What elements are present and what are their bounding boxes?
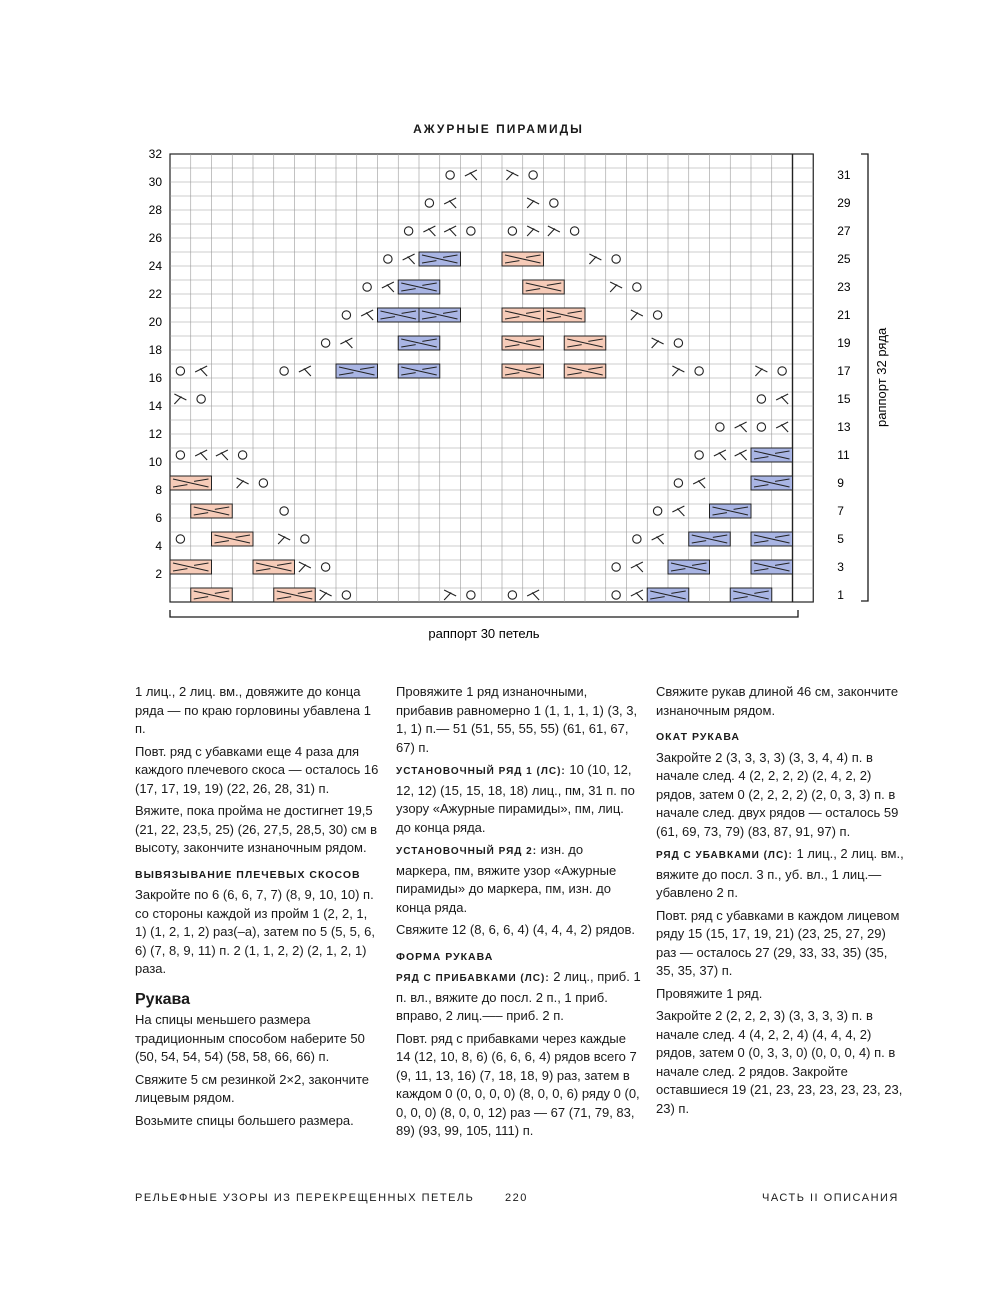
row-number-even: 18	[148, 343, 162, 357]
cable-cross-symbol	[730, 588, 772, 602]
paragraph	[396, 761, 641, 837]
cable-cross-symbol	[502, 364, 544, 378]
row-text: 10 (10, 12, 12, 12) (15, 15, 18, 18) лиц., пм, 31 п. по узору «Ажурные пирамиды», пм, лиц. до конца ряда.	[396, 762, 635, 835]
cable-cross-symbol	[398, 364, 440, 378]
row-label: УСТАНОВОЧНЫЙ РЯД 1 (ЛС):	[396, 766, 566, 777]
cable-cross-symbol	[523, 280, 565, 294]
paragraph: Закройте 2 (3, 3, 3, 3) (3, 3, 4, 4) п. в начале след. 4 (2, 2, 2, 2) (2, 4, 2, 2) рядов, затем 0 (2, 2, 2, 2) (2, 0, 3, 3) п. в начале след. двух рядов — осталось 59 (61, 69, 73, 79) (83, 87, 91, 97) п.	[656, 749, 899, 839]
paragraph: Закройте по 6 (6, 6, 7, 7) (8, 9, 10, 10) п. со стороны каждой из пройм 1 (2, 2, 1, 1) (1, 2, 1, 2) раз(–а), затем по 5 (5, 5, 6, 6) (7, 8, 9, 11) п. 2 (1, 1, 2, 2) (2, 1, 2, 1) раза.	[135, 887, 375, 976]
paragraph: Провяжите 1 ряд изнаночными, прибавив равномерно 1 (1, 1, 1, 1) (3, 3, 1, 1) п.— 51 (51, 55, 55, 55) (61, 61, 67, 67) п.	[396, 684, 638, 755]
cable-cross-symbol	[398, 336, 440, 350]
cable-cross-symbol	[689, 532, 731, 546]
stitch-repeat-bracket	[170, 610, 798, 617]
cable-cross-symbol	[710, 504, 752, 518]
row-repeat-bracket	[861, 154, 868, 601]
paragraph	[396, 968, 641, 1026]
paragraph: Повт. ряд с прибавками через каждые 14 (12, 10, 8, 6) (6, 6, 6, 4) рядов всего 7 (9, 11, 13, 16) (7, 18, 18, 9) раз, затем в каждом 0 (0, 0, 0, 0) (8, 0, 0, 6) ряду 0 (0, 0, 0, 0) (8, 0, 0, 12) раз — 67 (71, 79, 83, 89) (93, 99, 105, 111) п.	[396, 1030, 640, 1138]
row-number-even: 2	[155, 567, 162, 581]
paragraph: Закройте 2 (2, 2, 2, 3) (3, 3, 3, 3) п. в начале след. 4 (4, 2, 2, 4) (4, 4, 4, 2) рядов, затем 0 (0, 3, 3, 0) (0, 0, 0, 4) п. в начале след. 2 рядов. Закройте оставшиеся 19 (21, 23, 23, 23, 23, 23, 23, 23) п.	[656, 1008, 903, 1116]
row-text: изн. до маркера, пм, вяжите узор «Ажурные пирамиды» до маркера, пм, изн. до конца ряда.	[396, 842, 617, 915]
row-number-odd: 21	[837, 308, 851, 322]
row-number-odd: 1	[837, 588, 844, 602]
cable-cross-symbol	[170, 560, 212, 574]
chart-title: АЖУРНЫЕ ПИРАМИДЫ	[413, 122, 584, 136]
paragraph: 1 лиц., 2 лиц. вм., довяжите до конца ряда — по краю горловины убавлена 1 п.	[135, 684, 371, 736]
cable-cross-symbol	[212, 532, 254, 546]
row-number-even: 28	[148, 203, 162, 217]
row-number-even: 10	[148, 455, 162, 469]
cable-cross-symbol	[336, 364, 378, 378]
cable-cross-symbol	[378, 308, 420, 322]
page-number: 220	[505, 1192, 528, 1204]
row-number-odd: 25	[837, 252, 851, 266]
row-text: 1 лиц., 2 лиц. вм., вяжите до посл. 3 п., уб. вл., 1 лиц.—убавлено 2 п.	[656, 846, 904, 900]
column-1	[135, 683, 380, 1134]
paragraph: Свяжите 5 см резинкой 2×2, закончите лицевым рядом.	[135, 1071, 369, 1105]
row-number-even: 20	[148, 315, 162, 329]
cable-cross-symbol	[564, 364, 606, 378]
row-label: РЯД С ПРИБАВКАМИ (ЛС):	[396, 973, 550, 984]
paragraph: Возьмите спицы большего размера.	[135, 1112, 354, 1128]
cable-cross-symbol	[170, 476, 212, 490]
row-number-odd: 23	[837, 280, 851, 294]
knitting-chart	[140, 145, 900, 645]
row-number-odd: 3	[837, 560, 844, 574]
section-title: Рукава	[135, 990, 190, 1008]
cable-cross-symbol	[751, 532, 793, 546]
row-number-even: 6	[155, 511, 162, 525]
paragraph	[656, 845, 906, 903]
paragraph: Свяжите рукав длиной 46 см, закончите изнаночным рядом.	[656, 684, 899, 718]
row-number-odd: 31	[837, 168, 851, 182]
row-number-even: 12	[148, 427, 162, 441]
row-number-odd: 27	[837, 224, 851, 238]
paragraph	[396, 841, 641, 917]
row-number-odd: 15	[837, 392, 851, 406]
cable-cross-symbol	[544, 308, 586, 322]
row-number-odd: 13	[837, 420, 851, 434]
row-number-even: 14	[148, 399, 162, 413]
cable-cross-symbol	[191, 588, 233, 602]
section-heading: ВЫВЯЗЫВАНИЕ ПЛЕЧЕВЫХ СКОСОВ	[135, 868, 361, 881]
stitch-repeat-label: раппорт 30 петель	[428, 626, 540, 641]
column-2	[396, 683, 641, 1145]
row-number-odd: 29	[837, 196, 851, 210]
row-number-even: 22	[148, 287, 162, 301]
cable-cross-symbol	[502, 336, 544, 350]
row-text: 2 лиц., приб. 1 п. вл., вяжите до посл. 2 п., 1 приб. вправо, 2 лиц.—– приб. 2 п.	[396, 969, 641, 1023]
row-number-even: 16	[148, 371, 162, 385]
row-number-even: 24	[148, 259, 162, 273]
cable-cross-symbol	[751, 476, 793, 490]
section-name: ЧАСТЬ II ОПИСАНИЯ	[762, 1192, 899, 1204]
row-number-odd: 5	[837, 532, 844, 546]
paragraph: Свяжите 12 (8, 6, 6, 4) (4, 4, 4, 2) рядов.	[396, 922, 636, 937]
row-label: РЯД С УБАВКАМИ (ЛС):	[656, 850, 793, 861]
column-3	[656, 683, 906, 1122]
section-heading: ФОРМА РУКАВА	[396, 950, 494, 963]
row-number-odd: 17	[837, 364, 851, 378]
running-title: РЕЛЬЕФНЫЕ УЗОРЫ ИЗ ПЕРЕКРЕЩЕННЫХ ПЕТЕЛЬ	[135, 1192, 475, 1204]
cable-cross-symbol	[502, 308, 544, 322]
row-number-even: 4	[155, 539, 162, 553]
row-number-odd: 9	[837, 476, 844, 490]
paragraph: Повт. ряд с убавками еще 4 раза для каждого плечевого скоса — осталось 16 (17, 17, 19, 19) (22, 26, 28, 31) п.	[135, 743, 379, 796]
row-number-odd: 19	[837, 336, 851, 350]
cable-cross-symbol	[751, 560, 793, 574]
row-repeat-label: раппорт 32 ряда	[874, 327, 889, 427]
row-number-even: 8	[155, 483, 162, 497]
cable-cross-symbol	[398, 280, 440, 294]
paragraph: Провяжите 1 ряд.	[656, 985, 763, 1001]
cable-cross-symbol	[191, 504, 233, 518]
paragraph: Вяжите, пока пройма не достигнет 19,5 (21, 22, 23,5, 25) (26, 27,5, 28,5, 30) см в высоту, закончите изнаночным рядом.	[135, 803, 378, 855]
cable-cross-symbol	[502, 252, 544, 266]
paragraph: На спицы меньшего размера традиционным способом наберите 50 (50, 54, 54, 54) (58, 58, 66, 66) п.	[135, 1012, 365, 1064]
row-number-even: 30	[148, 175, 162, 189]
cable-cross-symbol	[564, 336, 606, 350]
row-number-odd: 7	[837, 504, 844, 518]
row-number-odd: 11	[837, 448, 850, 462]
cable-cross-symbol	[668, 560, 710, 574]
cable-cross-symbol	[274, 588, 316, 602]
cable-cross-symbol	[647, 588, 689, 602]
section-heading: ОКАТ РУКАВА	[656, 731, 740, 743]
row-number-even: 32	[148, 147, 162, 161]
cable-cross-symbol	[419, 308, 461, 322]
cable-cross-symbol	[253, 560, 295, 574]
cable-cross-symbol	[419, 252, 461, 266]
paragraph: Повт. ряд с убавками в каждом лицевом ряду 15 (15, 17, 19, 21) (23, 25, 27, 29) раз — осталось 27 (29, 33, 33, 35) (35, 35, 35, 37) п.	[656, 907, 900, 978]
row-number-even: 26	[148, 231, 162, 245]
cable-cross-symbol	[751, 448, 793, 462]
row-label: УСТАНОВОЧНЫЙ РЯД 2:	[396, 846, 538, 857]
